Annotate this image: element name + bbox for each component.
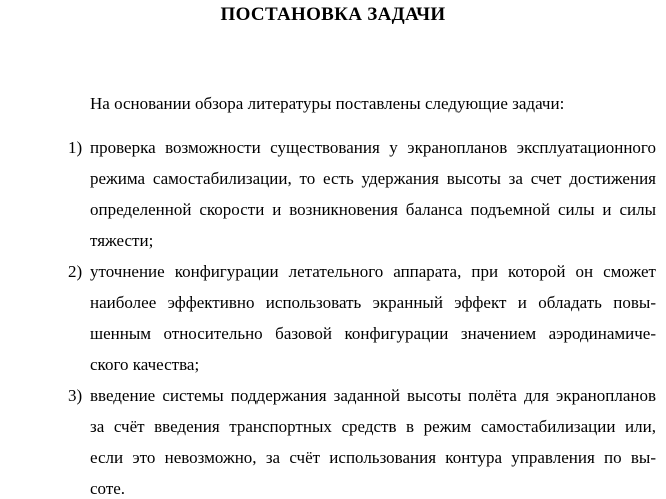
- list-item-line: тяжести;: [90, 231, 154, 250]
- list-item-line: режима самостабилизации, то есть удержания высоты за счет достижения: [90, 169, 656, 188]
- list-item-line: введение системы поддержания заданной высоты полёта для экранопланов: [90, 386, 656, 405]
- list-item-line: соте.: [90, 479, 126, 498]
- intro-paragraph: На основании обзора литературы поставлены следующие задачи:: [90, 94, 565, 113]
- list-item-number: 3): [68, 386, 83, 405]
- page-title: ПОСТАНОВКА ЗАДАЧИ: [220, 4, 446, 25]
- list-item-number: 2): [68, 262, 83, 281]
- list-item-line: если это невозможно, за счёт использования контура управления по вы-: [90, 448, 656, 467]
- list-item-line: за счёт введения транспортных средств в режим самостабилизации или,: [90, 417, 656, 436]
- list-item-line: определенной скорости и возникновения баланса подъемной силы и силы: [90, 200, 656, 219]
- list-item-line: проверка возможности существования у экранопланов эксплуатационного: [90, 138, 656, 157]
- list-item-line: ского качества;: [90, 355, 200, 374]
- list-item-line: уточнение конфигурации летательного аппарата, при которой он сможет: [90, 262, 656, 281]
- list-item-number: 1): [68, 138, 83, 157]
- list-item-line: шенным относительно базовой конфигурации значением аэродинамиче-: [90, 324, 656, 343]
- list-item-line: наиболее эффективно использовать экранный эффект и обладать повы-: [90, 293, 656, 312]
